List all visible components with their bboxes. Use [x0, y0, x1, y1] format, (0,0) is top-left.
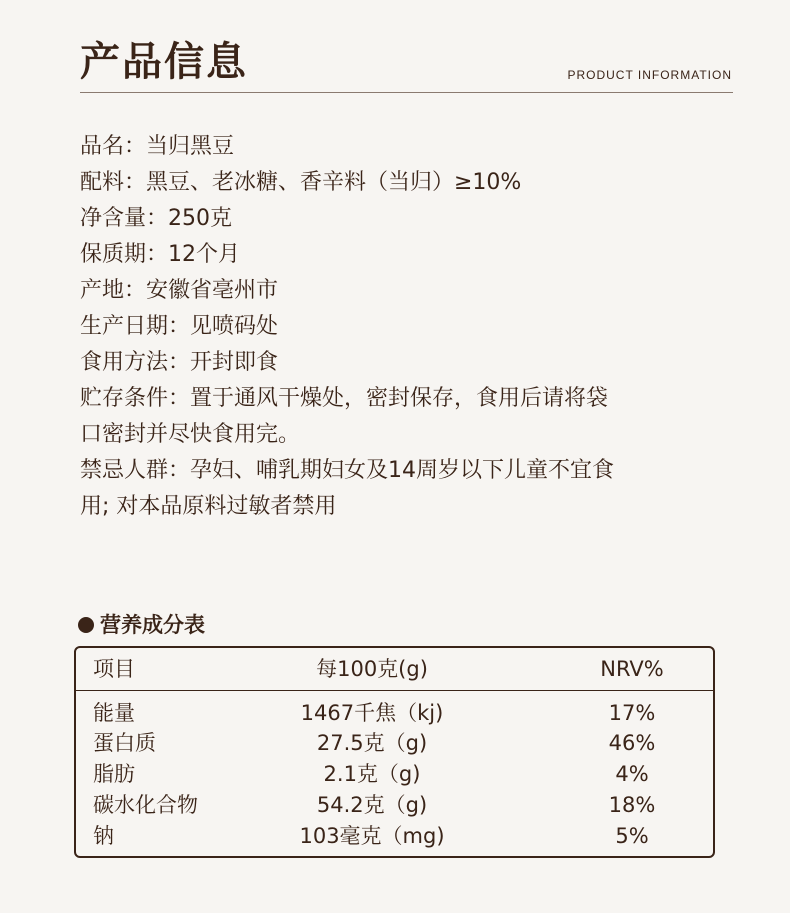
- info-item: [80, 239, 720, 271]
- nutrient-nrv: 18%: [608, 793, 656, 817]
- header-per-100g: 每100克(g): [316, 657, 428, 681]
- info-item: [80, 203, 720, 235]
- title-divider: [80, 92, 733, 93]
- nutrient-nrv: 46%: [608, 731, 656, 755]
- info-line: 食用方法：开封即食: [80, 350, 279, 375]
- info-line: 生产日期：见喷码处: [80, 314, 279, 339]
- nutrient-amount: 1467千焦（kj): [300, 701, 444, 725]
- info-item: [80, 275, 720, 307]
- info-item: [80, 167, 720, 199]
- nutrient-name: 蛋白质: [93, 731, 156, 755]
- info-item: [80, 131, 720, 163]
- info-line: 口密封并尽快食用完。: [80, 422, 301, 447]
- info-line: 配料：黑豆、老冰糖、香辛料（当归）≥10%: [80, 170, 522, 195]
- nutrient-nrv: 17%: [608, 701, 656, 725]
- info-item: [80, 347, 720, 379]
- info-line: 用; 对本品原料过敏者禁用: [80, 494, 337, 519]
- info-item: [80, 455, 720, 523]
- nutrition-table: [74, 646, 715, 858]
- nutrient-amount: 2.1克（g): [323, 762, 421, 786]
- nutrient-amount: 103毫克（mg): [299, 824, 445, 848]
- header-item: 项目: [93, 657, 135, 681]
- nutrient-name: 碳水化合物: [93, 793, 198, 817]
- info-line: 禁忌人群：孕妇、哺乳期妇女及14周岁以下儿童不宜食: [80, 458, 614, 483]
- nutrient-amount: 27.5克（g): [316, 731, 428, 755]
- header-nrv: NRV%: [600, 657, 664, 681]
- info-line: 品名：当归黑豆: [80, 134, 235, 159]
- info-line: 净含量：250克: [80, 206, 232, 231]
- info-line: 保质期：12个月: [80, 242, 240, 267]
- info-line: 产地：安徽省亳州市: [80, 278, 279, 303]
- page-subtitle: PRODUCT INFORMATION: [567, 68, 732, 82]
- page-title: 产品信息: [80, 39, 248, 85]
- info-line: 贮存条件：置于通风干燥处，密封保存，食用后请将袋: [80, 386, 609, 411]
- nutrition-table-header: [76, 648, 713, 691]
- nutrient-name: 能量: [93, 701, 135, 725]
- bullet-dot-icon: [78, 617, 94, 633]
- info-item: [80, 383, 720, 451]
- nutrient-amount: 54.2克（g): [316, 793, 428, 817]
- nutrient-nrv: 5%: [615, 824, 649, 848]
- nutrition-section-title: [78, 610, 205, 640]
- nutrient-nrv: 4%: [615, 762, 649, 786]
- info-item: [80, 311, 720, 343]
- nutrient-name: 钠: [93, 824, 114, 848]
- product-info-list: [80, 131, 720, 527]
- nutrient-name: 脂肪: [93, 762, 135, 786]
- nutrition-title: 营养成分表: [100, 613, 205, 637]
